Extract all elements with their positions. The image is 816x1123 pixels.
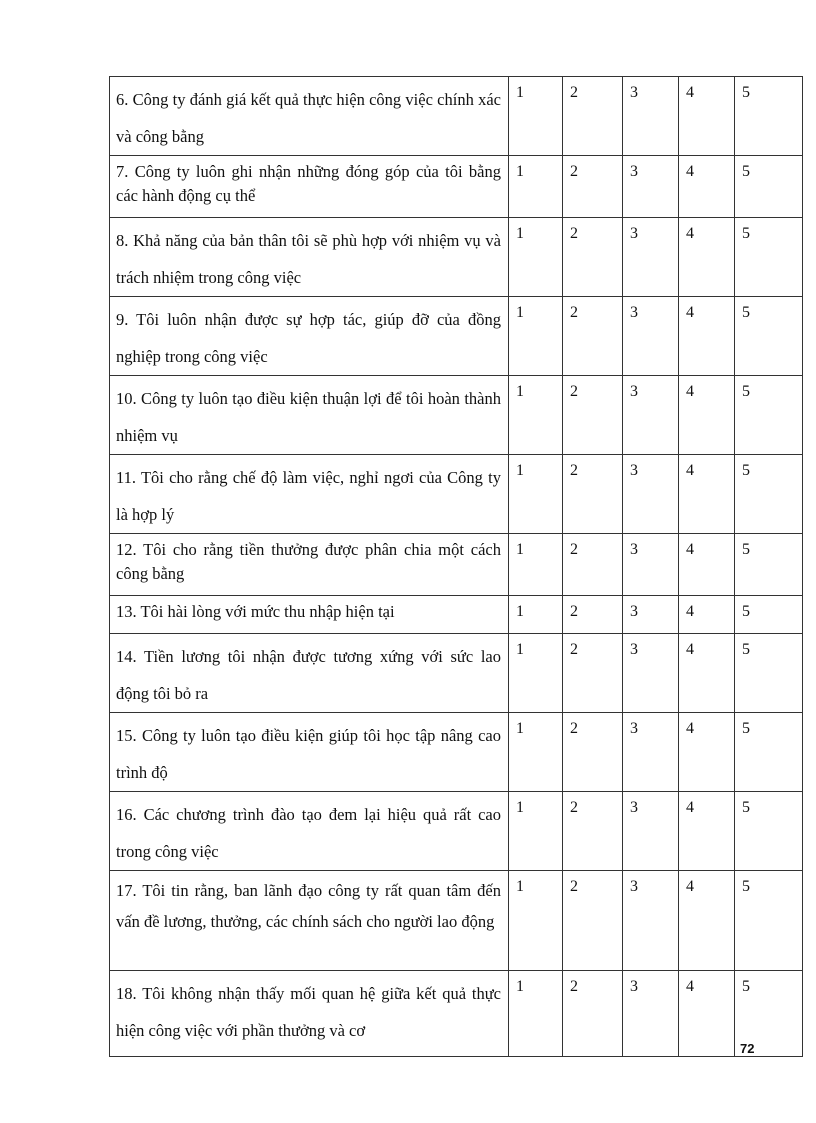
score-option-2: 2 bbox=[563, 534, 623, 596]
score-option-5: 5 bbox=[735, 297, 803, 376]
score-option-5: 5 bbox=[735, 634, 803, 713]
score-option-3: 3 bbox=[623, 218, 679, 297]
score-option-1: 1 bbox=[509, 218, 563, 297]
score-option-3: 3 bbox=[623, 971, 679, 1057]
score-option-1: 1 bbox=[509, 596, 563, 634]
score-option-2: 2 bbox=[563, 596, 623, 634]
statement-cell: 8. Khả năng của bản thân tôi sẽ phù hợp với nhiệm vụ và trách nhiệm trong công việc bbox=[110, 218, 509, 297]
statement-cell: 10. Công ty luôn tạo điều kiện thuận lợi để tôi hoàn thành nhiệm vụ bbox=[110, 376, 509, 455]
statement-cell: 17. Tôi tin rằng, ban lãnh đạo công ty rất quan tâm đến vấn đề lương, thưởng, các chính sách cho người lao động bbox=[110, 871, 509, 971]
score-option-2: 2 bbox=[563, 634, 623, 713]
score-option-1: 1 bbox=[509, 376, 563, 455]
score-option-5: 5 bbox=[735, 77, 803, 156]
score-option-5: 5 bbox=[735, 971, 803, 1057]
score-option-1: 1 bbox=[509, 971, 563, 1057]
score-option-3: 3 bbox=[623, 297, 679, 376]
score-option-1: 1 bbox=[509, 156, 563, 218]
score-option-1: 1 bbox=[509, 455, 563, 534]
table-row bbox=[110, 77, 803, 156]
score-option-2: 2 bbox=[563, 77, 623, 156]
score-option-3: 3 bbox=[623, 596, 679, 634]
score-option-3: 3 bbox=[623, 634, 679, 713]
statement-cell: 15. Công ty luôn tạo điều kiện giúp tôi học tập nâng cao trình độ bbox=[110, 713, 509, 792]
statement-cell: 11. Tôi cho rằng chế độ làm việc, nghỉ ngơi của Công ty là hợp lý bbox=[110, 455, 509, 534]
score-option-5: 5 bbox=[735, 792, 803, 871]
statement-cell: 14. Tiền lương tôi nhận được tương xứng với sức lao động tôi bỏ ra bbox=[110, 634, 509, 713]
statement-cell: 12. Tôi cho rằng tiền thưởng được phân chia một cách công bằng bbox=[110, 534, 509, 596]
score-option-5: 5 bbox=[735, 455, 803, 534]
score-option-3: 3 bbox=[623, 792, 679, 871]
score-option-1: 1 bbox=[509, 713, 563, 792]
score-option-3: 3 bbox=[623, 376, 679, 455]
statement-cell: 18. Tôi không nhận thấy mối quan hệ giữa kết quả thực hiện công việc với phần thưởng và cơ bbox=[110, 971, 509, 1057]
table-row bbox=[110, 971, 803, 1057]
page-number: 72 bbox=[740, 1041, 755, 1056]
score-option-1: 1 bbox=[509, 77, 563, 156]
score-option-4: 4 bbox=[679, 455, 735, 534]
survey-body bbox=[110, 77, 803, 1057]
statement-cell: 16. Các chương trình đào tạo đem lại hiệu quả rất cao trong công việc bbox=[110, 792, 509, 871]
score-option-4: 4 bbox=[679, 534, 735, 596]
score-option-2: 2 bbox=[563, 156, 623, 218]
score-option-1: 1 bbox=[509, 534, 563, 596]
score-option-2: 2 bbox=[563, 297, 623, 376]
table-row bbox=[110, 871, 803, 971]
score-option-3: 3 bbox=[623, 455, 679, 534]
table-row bbox=[110, 297, 803, 376]
score-option-4: 4 bbox=[679, 218, 735, 297]
score-option-1: 1 bbox=[509, 634, 563, 713]
score-option-4: 4 bbox=[679, 713, 735, 792]
table-row bbox=[110, 376, 803, 455]
score-option-4: 4 bbox=[679, 792, 735, 871]
score-option-4: 4 bbox=[679, 871, 735, 971]
score-option-2: 2 bbox=[563, 376, 623, 455]
table-row bbox=[110, 455, 803, 534]
table-row bbox=[110, 534, 803, 596]
score-option-3: 3 bbox=[623, 713, 679, 792]
statement-cell: 6. Công ty đánh giá kết quả thực hiện công việc chính xác và công bằng bbox=[110, 77, 509, 156]
score-option-5: 5 bbox=[735, 156, 803, 218]
table-row bbox=[110, 634, 803, 713]
table-row bbox=[110, 792, 803, 871]
table-row bbox=[110, 713, 803, 792]
score-option-2: 2 bbox=[563, 971, 623, 1057]
score-option-4: 4 bbox=[679, 156, 735, 218]
score-option-4: 4 bbox=[679, 596, 735, 634]
score-option-1: 1 bbox=[509, 297, 563, 376]
score-option-3: 3 bbox=[623, 534, 679, 596]
score-option-4: 4 bbox=[679, 971, 735, 1057]
score-option-4: 4 bbox=[679, 376, 735, 455]
table-row bbox=[110, 156, 803, 218]
score-option-3: 3 bbox=[623, 77, 679, 156]
score-option-5: 5 bbox=[735, 871, 803, 971]
score-option-3: 3 bbox=[623, 871, 679, 971]
score-option-5: 5 bbox=[735, 534, 803, 596]
score-option-5: 5 bbox=[735, 218, 803, 297]
table-row bbox=[110, 596, 803, 634]
score-option-4: 4 bbox=[679, 297, 735, 376]
score-option-1: 1 bbox=[509, 871, 563, 971]
table-row bbox=[110, 218, 803, 297]
score-option-3: 3 bbox=[623, 156, 679, 218]
score-option-5: 5 bbox=[735, 376, 803, 455]
score-option-2: 2 bbox=[563, 871, 623, 971]
score-option-5: 5 bbox=[735, 713, 803, 792]
score-option-1: 1 bbox=[509, 792, 563, 871]
survey-table bbox=[109, 76, 803, 1057]
score-option-2: 2 bbox=[563, 218, 623, 297]
statement-cell: 13. Tôi hài lòng với mức thu nhập hiện tại bbox=[110, 596, 509, 634]
score-option-4: 4 bbox=[679, 634, 735, 713]
score-option-2: 2 bbox=[563, 792, 623, 871]
statement-cell: 7. Công ty luôn ghi nhận những đóng góp của tôi bằng các hành động cụ thể bbox=[110, 156, 509, 218]
score-option-2: 2 bbox=[563, 455, 623, 534]
score-option-5: 5 bbox=[735, 596, 803, 634]
statement-cell: 9. Tôi luôn nhận được sự hợp tác, giúp đỡ của đồng nghiệp trong công việc bbox=[110, 297, 509, 376]
score-option-2: 2 bbox=[563, 713, 623, 792]
score-option-4: 4 bbox=[679, 77, 735, 156]
